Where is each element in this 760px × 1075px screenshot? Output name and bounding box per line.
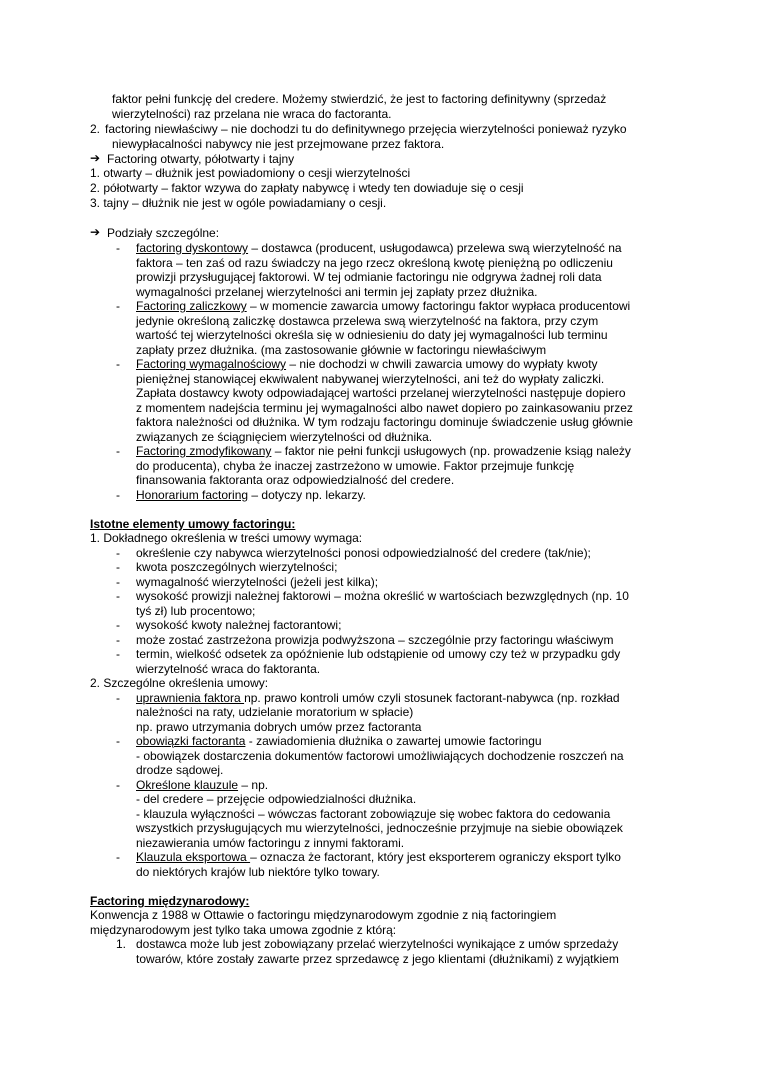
essential-text: – np. [238, 778, 269, 792]
special-heading: Podziały szczególne: [107, 226, 220, 240]
essential-item: kwota poszczególnych wierzytelności; [136, 560, 338, 574]
list-item: 2. półotwarty – faktor wzywa do zapłaty nabywcę i wtedy ten dowiaduje się o cesji [90, 181, 524, 195]
essential-text: np. prawo utrzymania dobrych umów przez factoranta [136, 720, 422, 734]
essential-item [136, 691, 620, 706]
international-item: towarów, które zostały zawarte przez sprzedawcę z jego klientami (dłużnikami) z wyjątkiem [136, 952, 619, 966]
dash-bullet: - [116, 589, 120, 603]
essential-item [136, 850, 621, 865]
special-text: wartość tej wierzytelności określa się w odniesieniu do daty jej wymagalności lub terminu [136, 328, 608, 342]
essential-text: - obowiązek dostarczenia dokumentów factorowi umożliwiających dochodzenie roszczeń na [136, 749, 624, 763]
special-item [136, 444, 631, 459]
special-text: wymagalności przelanej wierzytelności ani termin jej zapłaty przez dłużnika. [136, 285, 538, 299]
intro-line-1: faktor pełni funkcję del credere. Możemy stwierdzić, że jest to factoring definitywny (sprzedaż [112, 92, 607, 106]
special-text: – dostawca (producent, usługodawca) przelewa swą wierzytelność na [248, 241, 622, 255]
dash-bullet: - [116, 299, 120, 313]
essential-item: wysokość prowizji należnej faktorowi – można określić w wartościach bezwzględnych (np. 10 [136, 589, 629, 603]
arrow-icon: ➔ [90, 151, 101, 165]
dash-bullet: - [116, 633, 120, 647]
special-text: Zapłata dostawcy kwoty odpowiadającej wartości przelanej wierzytelności następuje dopiero [136, 386, 626, 400]
essential-text: drodze sądowej. [136, 763, 224, 777]
dash-bullet: - [116, 618, 120, 632]
special-text: do producenta), chyba że inaczej zastrzeżono w umowie. Faktor przejmuje funkcję [136, 459, 575, 473]
special-term: Factoring zaliczkowy [136, 299, 247, 313]
special-term: Honorarium factoring [136, 488, 249, 502]
essential-text: niezawierania umów factoringu z innymi faktorami. [136, 836, 405, 850]
essential-term: Określone klauzule [136, 778, 239, 792]
special-text: – dotyczy np. lekarzy. [248, 488, 366, 502]
dash-bullet: - [116, 647, 120, 661]
special-text: jedynie określoną zaliczkę dostawca przelewa swą wierzytelność na faktora, przy czym [136, 314, 599, 328]
essential-text: należności na raty, udzielanie moratorium w spłacie) [136, 705, 414, 719]
essential-text: - klauzula wyłączności – wówczas factorant zobowiązuje się wobec faktora do cedowania [136, 807, 611, 821]
special-text: prowizji przysługującej faktorowi. W tej odmianie factoringu nie odgrywa żadnej roli data [136, 270, 602, 284]
dash-bullet: - [116, 488, 120, 502]
essential-item: termin, wielkość odsetek za opóźnienie lub odstąpienie od umowy czy też w przypadku gdy [136, 647, 621, 661]
special-term: Factoring zmodyfikowany [136, 444, 272, 458]
essential-term: obowiązki factoranta [136, 734, 246, 748]
international-heading: Factoring międzynarodowy: [90, 894, 250, 908]
intro-item-line-2: niewypłacalności nabywcy nie jest przejmowane przez faktora. [112, 137, 445, 151]
special-text: faktora należności od dłużnika. W tym rodzaju factoringu dominuje świadczenie usług głównie [136, 415, 633, 429]
special-text: faktora – ten zaś od razu świadczy na jego rzecz określoną kwotę pieniężną po odliczeniu [136, 256, 613, 270]
list-item: 1. otwarty – dłużnik jest powiadomiony o cesji wierzytelności [90, 166, 411, 180]
dash-bullet: - [116, 778, 120, 792]
international-text: Konwencja z 1988 w Ottawie o factoringu międzynarodowym zgodnie z nią factoringiem [90, 908, 557, 922]
essential-item: określenie czy nabywca wierzytelności ponosi odpowiedzialność del credere (tak/nie); [136, 546, 591, 560]
special-term: factoring dyskontowy [136, 241, 249, 255]
essential-text: np. prawo kontroli umów czyli stosunek factorant-nabywca (np. rozkład [244, 691, 620, 705]
essential-item: tyś zł) lub procentowo; [136, 604, 256, 618]
special-item [136, 488, 366, 503]
special-text: finansowania faktoranta oraz odpowiedzialność del credere. [136, 473, 455, 487]
special-text: zapłaty przez dłużnika. (ma zastosowanie głównie w factoringu niewłaściwym [136, 343, 547, 357]
intro-item-number: 2. [90, 122, 101, 136]
essential-item [136, 734, 542, 749]
special-term: Factoring wymagalnościowy [136, 357, 287, 371]
essential-text: – oznacza że factorant, który jest eksporterem ograniczy eksport tylko [250, 850, 621, 864]
essential-text: - del credere – przejęcie odpowiedzialności dłużnika. [136, 792, 417, 806]
essential-text: do niektórych krajów lub niektóre tylko towary. [136, 865, 380, 879]
dash-bullet: - [116, 560, 120, 574]
essential-text: - zawiadomienia dłużnika o zawartej umowie factoringu [245, 734, 542, 748]
essential-item: może zostać zastrzeżona prowizja podwyższona – szczególnie przy factoringu właściwym [136, 633, 614, 647]
intro-item-line-1: factoring niewłaściwy – nie dochodzi tu do definitywnego przejęcia wierzytelności ponieważ ryzyko [105, 122, 627, 136]
special-text: – nie dochodzi w chwili zawarcia umowy do wypłaty kwoty [286, 357, 598, 371]
special-text: związanych ze ściągnięciem wierzytelności od dłużnika. [136, 430, 433, 444]
special-item [136, 299, 630, 314]
special-text: – faktor nie pełni funkcji usługowych (np. prowadzenie ksiąg należy [271, 444, 631, 458]
essential-sub-2: 2. Szczególne określenia umowy: [90, 676, 269, 690]
dash-bullet: - [116, 241, 120, 255]
intro-line-2: wierzytelności) raz przelana nie wraca do factoranta. [112, 107, 392, 121]
international-item-number: 1. [116, 937, 127, 951]
dash-bullet: - [116, 546, 120, 560]
essential-heading: Istotne elementy umowy factoringu: [90, 517, 296, 531]
special-item [136, 357, 598, 372]
essential-item [136, 778, 268, 793]
essential-item: wysokość kwoty należnej factorantowi; [136, 618, 342, 632]
essential-term: Klauzula eksportowa [136, 850, 251, 864]
dash-bullet: - [116, 357, 120, 371]
list-item: 3. tajny – dłużnik nie jest w ogóle powiadamiany o cesji. [90, 196, 387, 210]
essential-item: wymagalność wierzytelności (jeżeli jest kilka); [136, 575, 379, 589]
dash-bullet: - [116, 734, 120, 748]
essential-sub-1: 1. Dokładnego określenia w treści umowy wymaga: [90, 531, 363, 545]
open-section-heading: Factoring otwarty, półotwarty i tajny [107, 152, 295, 166]
special-text: z momentem nadejścia terminu jej wymagalności albo nawet dopiero po zainkasowaniu przez [136, 401, 633, 415]
special-item [136, 241, 622, 256]
special-text: – w momencie zawarcia umowy factoringu faktor wypłaca producentowi [246, 299, 631, 313]
international-text: międzynarodowym jest tylko taka umowa zgodnie z którą: [90, 923, 397, 937]
essential-item: wierzytelność wraca do faktoranta. [136, 662, 321, 676]
dash-bullet: - [116, 575, 120, 589]
essential-term: uprawnienia faktora [136, 691, 245, 705]
dash-bullet: - [116, 850, 120, 864]
special-text: pieniężnej stanowiącej ekwiwalent nabywanej wierzytelności, ani też do wypłaty zaliczki. [136, 372, 605, 386]
international-item: dostawca może lub jest zobowiązany przelać wierzytelności wynikające z umów sprzedaży [136, 937, 619, 951]
essential-text: wszystkich przysługujących mu wierzytelności, jednocześnie przyjmuje na siebie obowiązek [136, 821, 623, 835]
dash-bullet: - [116, 691, 120, 705]
dash-bullet: - [116, 444, 120, 458]
arrow-icon: ➔ [90, 225, 101, 239]
